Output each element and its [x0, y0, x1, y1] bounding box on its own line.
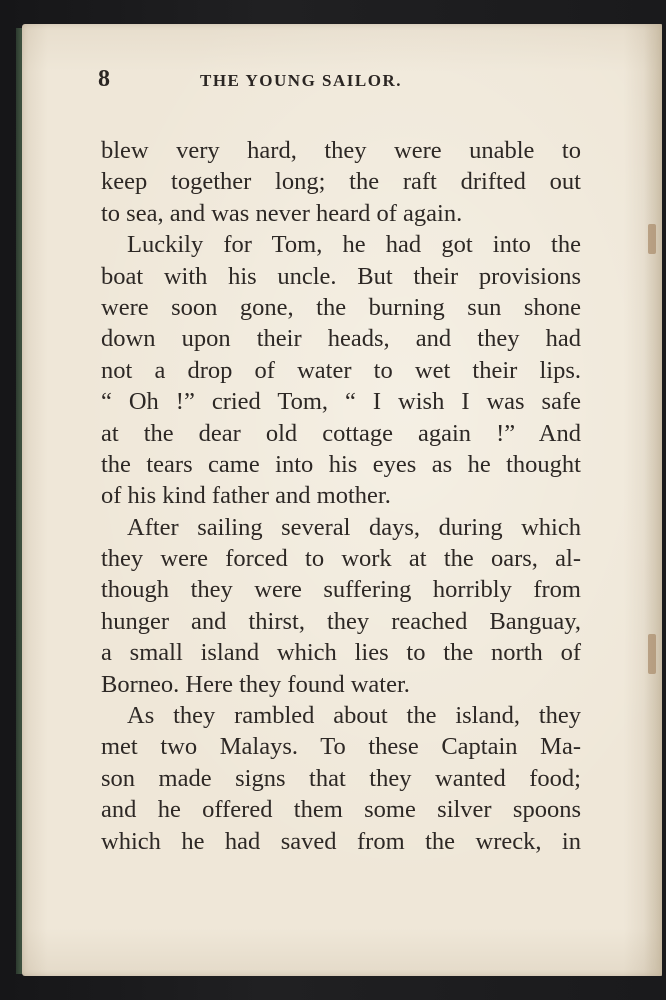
text-line: at the dear old cottage again !” And [101, 419, 581, 447]
text-line: to sea, and was never heard of again. [101, 199, 463, 227]
text-line: of his kind father and mother. [101, 482, 391, 510]
running-title: THE YOUNG SAILOR. [200, 71, 402, 90]
text-line: “ Oh !” cried Tom, “ I wish I was safe [101, 388, 581, 416]
text-line: son made signs that they wanted food; [101, 764, 581, 792]
text-line: which he had saved from the wreck, in [101, 827, 581, 855]
text-line: were soon gone, the burning sun shone [101, 293, 581, 321]
text-line: down upon their heads, and they had [101, 325, 581, 353]
text-line: As they rambled about the island, they [127, 702, 581, 730]
text-line: After sailing several days, during which [127, 513, 581, 541]
page-edge [644, 24, 662, 976]
text-line: the tears came into his eyes as he thought [101, 450, 581, 478]
text-line: boat with his uncle. But their provisions [101, 262, 581, 290]
text-line: not a drop of water to wet their lips. [101, 356, 581, 384]
body-text [101, 135, 581, 857]
text-line: they were forced to work at the oars, al- [101, 545, 581, 573]
page-number: 8 [98, 66, 110, 92]
text-line: blew very hard, they were unable to [101, 137, 581, 164]
text-line: Luckily for Tom, he had got into the [127, 231, 581, 259]
running-header [80, 64, 580, 94]
text-line: Borneo. Here they found water. [101, 670, 410, 698]
text-line: though they were suffering horribly from [101, 576, 581, 604]
text-line: met two Malays. To these Captain Ma- [101, 733, 581, 761]
text-line: a small island which lies to the north of [101, 639, 581, 667]
page-edge-mark [648, 224, 656, 254]
text-line: hunger and thirst, they reached Banguay, [101, 607, 581, 635]
text-line: and he offered them some silver spoons [101, 796, 581, 824]
page-edge-mark [648, 634, 656, 674]
text-line: keep together long; the raft drifted out [101, 168, 581, 196]
